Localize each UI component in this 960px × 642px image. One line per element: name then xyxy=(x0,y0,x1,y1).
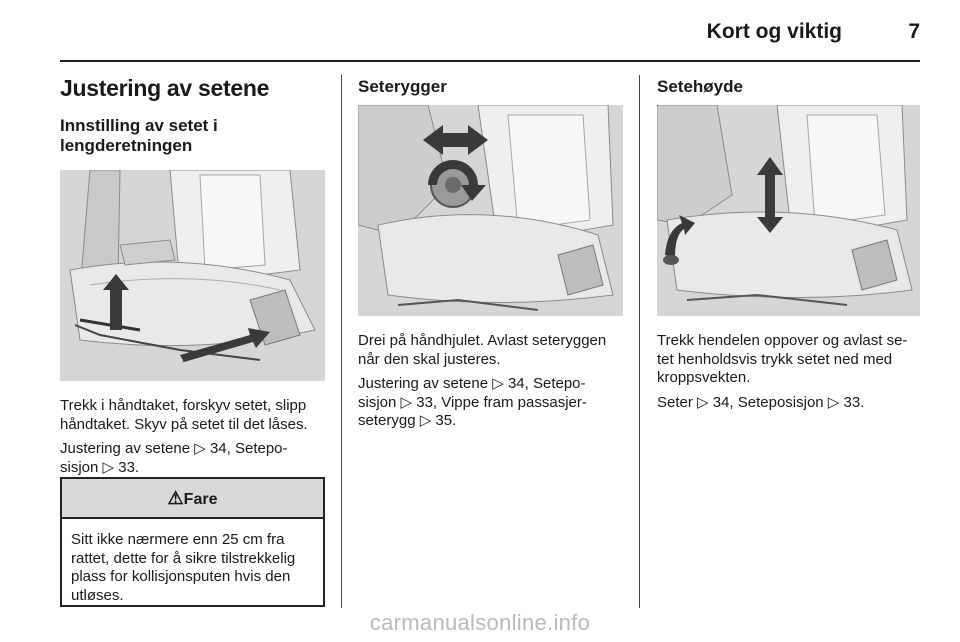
column-divider-1 xyxy=(341,75,342,608)
section-heading: Setehøyde xyxy=(657,77,743,96)
section-heading: Seterygger xyxy=(358,77,447,96)
footer-watermark: carmanualsonline.info xyxy=(369,610,591,635)
column-seat-backrest xyxy=(358,75,623,431)
warning-icon: ⚠ xyxy=(167,488,184,508)
cross-reference: Seter ▷ 34, Seteposisjon ▷ 33. xyxy=(657,393,865,411)
seat-height-illustration xyxy=(657,105,920,316)
paragraph: Trekk hendelen oppover og avlast se-tet henholdsvis trykk setet ned med kroppsvekten. xyxy=(657,332,908,386)
page-number: 7 xyxy=(908,20,920,43)
seat-length-illustration xyxy=(60,170,325,381)
subsection-heading: Innstilling av setet i lengderetningen xyxy=(60,116,218,155)
column-seat-length xyxy=(60,75,325,477)
warning-text: Sitt ikke nærmere enn 25 cm fra rattet, dette for å sikre tilstrekkelig plass for kollisjonsputen hvis den utløses. xyxy=(71,531,296,604)
header-title: Kort og viktig xyxy=(706,20,842,43)
cross-reference: Justering av setene ▷ 34, Setepo-sisjon ▷ 33, Vippe fram passasjer-seterygg ▷ 35. xyxy=(358,375,587,429)
warning-label: Fare xyxy=(183,491,218,508)
paragraph: Drei på håndhjulet. Avlast seteryggen når den skal justeres. xyxy=(358,332,607,368)
cross-reference: Justering av setene ▷ 34, Setepo-sisjon ▷ 33. xyxy=(60,440,288,476)
column-seat-height xyxy=(657,75,922,412)
paragraph: Trekk i håndtaket, forskyv setet, slipp håndtaket. Skyv på setet til det låses. xyxy=(60,397,308,433)
section-heading: Justering av setene xyxy=(60,75,270,101)
header-rule xyxy=(60,60,920,62)
warning-header xyxy=(62,479,323,519)
column-divider-2 xyxy=(639,75,640,608)
backrest-illustration xyxy=(358,105,623,316)
warning-box xyxy=(60,477,325,607)
